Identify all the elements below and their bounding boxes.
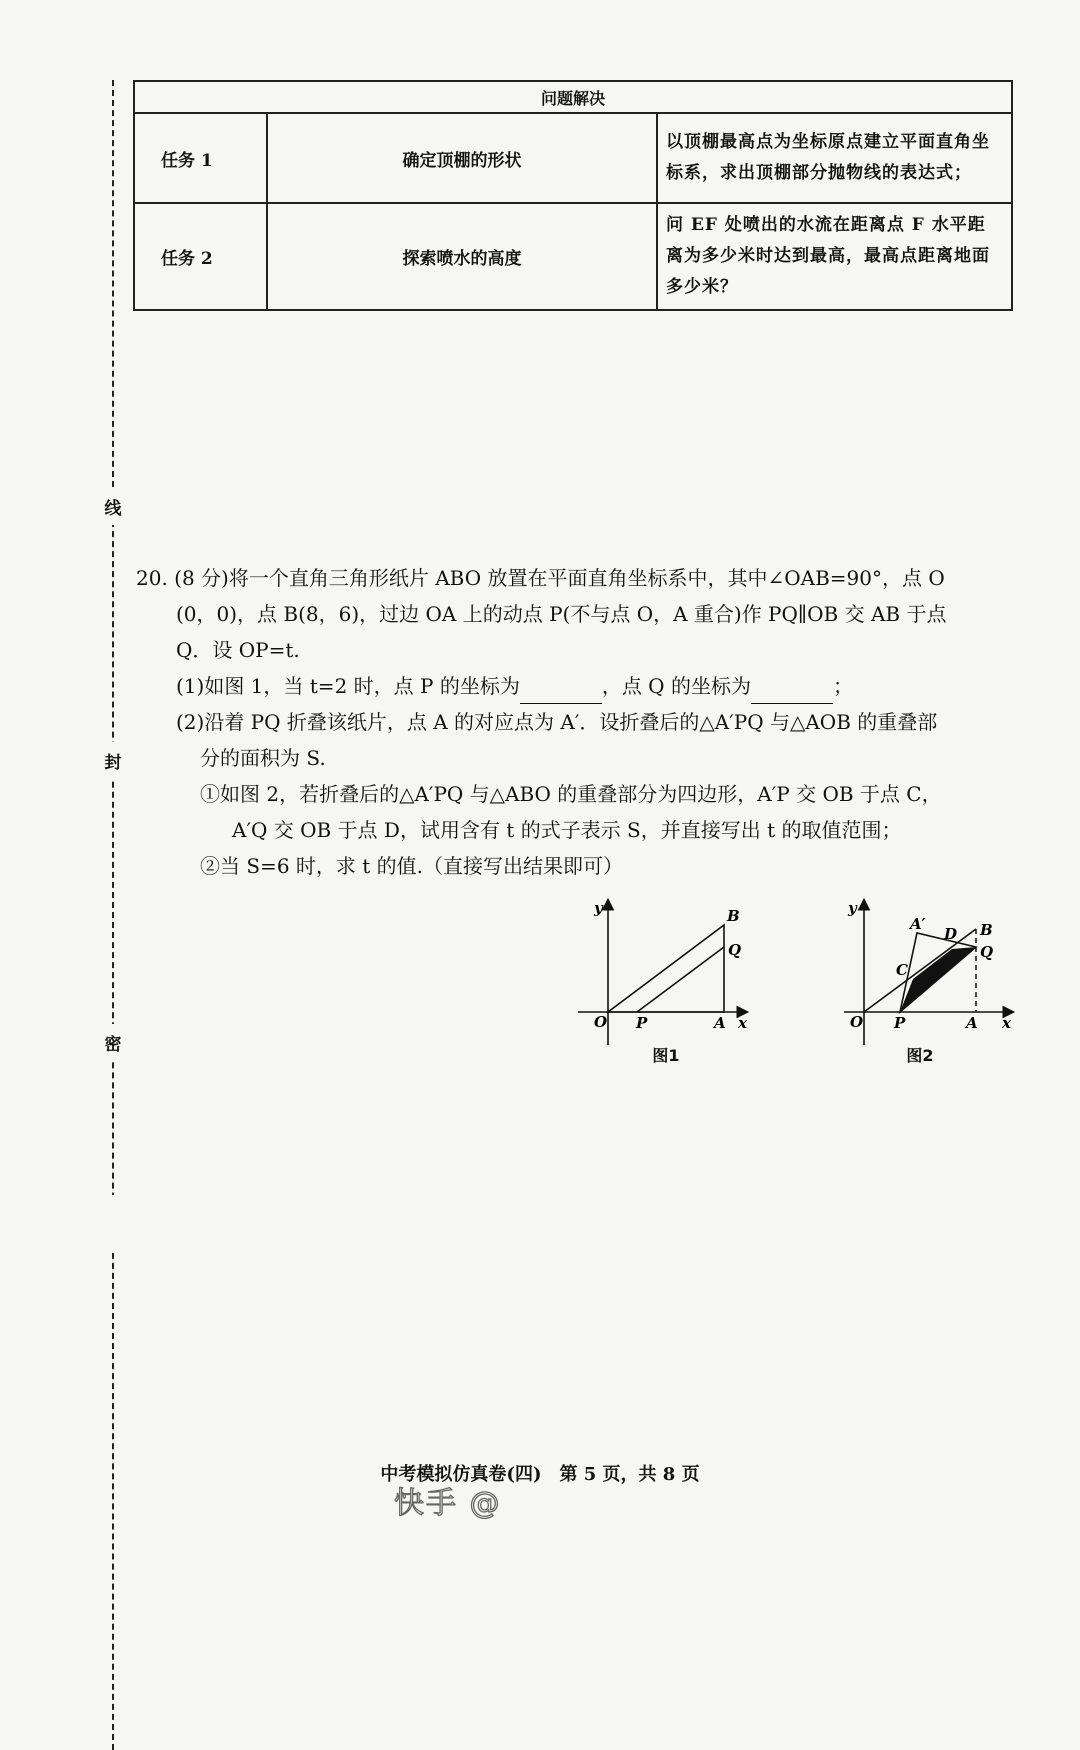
- table-row: [134, 203, 1012, 310]
- fig2-label-x: x: [1002, 1014, 1011, 1032]
- task-label: 任务 2: [134, 203, 267, 310]
- fig1-label-b: B: [727, 907, 740, 925]
- table-row: [134, 113, 1012, 203]
- fig2-label-d: D: [944, 925, 958, 943]
- fig2-label-b: B: [980, 921, 993, 939]
- table-header: 问题解决: [134, 81, 1012, 113]
- task-table: [133, 80, 1013, 311]
- margin-char-line: 线: [104, 488, 122, 525]
- q20-part-2-a: (2)沿着 PQ 折叠该纸片，点 A 的对应点为 A′．设折叠后的△A′PQ 与△AOB 的重叠部: [176, 710, 938, 734]
- task-content: 以顶棚最高点为坐标原点建立平面直角坐标系，求出顶棚部分抛物线的表达式；: [657, 113, 1012, 203]
- q20-line-1: [136, 560, 1016, 596]
- q20-stem-1: 将一个直角三角形纸片 ABO 放置在平面直角坐标系中，其中∠OAB=90°，点 O: [228, 566, 945, 590]
- answer-blank-q[interactable]: [751, 681, 833, 704]
- task-name: 探索喷水的高度: [267, 203, 657, 310]
- fig1-label-a: A: [714, 1014, 726, 1032]
- fig1-label-x: x: [738, 1014, 747, 1032]
- q20-part-1: [136, 668, 1016, 704]
- fig2-label-q: Q: [980, 943, 994, 961]
- figure-2: [836, 895, 1026, 1075]
- q20-score: (8 分): [174, 566, 229, 590]
- q20-stem-3: Q．设 OP=t.: [176, 638, 300, 662]
- part1-text-a: (1)如图 1，当 t=2 时，点 P 的坐标为: [176, 674, 520, 698]
- figure-2-diagram: [836, 895, 1026, 1045]
- fig2-label-c: C: [896, 961, 908, 979]
- task-label: 任务 1: [134, 113, 267, 203]
- q20-sub-2: ②当 S=6 时，求 t 的值.（直接写出结果即可）: [200, 854, 624, 878]
- q20-stem-2: (0，0)，点 B(8，6)，过边 OA 上的动点 P(不与点 O，A 重合)作 PQ∥OB 交 AB 于点: [176, 602, 947, 626]
- margin-gap: [104, 1195, 122, 1253]
- figure-1: [570, 895, 760, 1075]
- part1-text-b: ，点 Q 的坐标为: [601, 674, 751, 698]
- fig2-label-a-prime: A′: [910, 915, 926, 933]
- task-name: 确定顶棚的形状: [267, 113, 657, 203]
- q20-sub-1-b: A′Q 交 OB 于点 D，试用含有 t 的式子表示 S，并直接写出 t 的取值范围；: [232, 818, 902, 842]
- figure-1-caption: 图1: [652, 1046, 680, 1065]
- figure-2-caption: 图2: [906, 1046, 934, 1065]
- answer-blank-p[interactable]: [520, 681, 602, 704]
- q20-part-2-b: 分的面积为 S.: [200, 746, 326, 770]
- fig2-label-p: P: [894, 1014, 906, 1032]
- fig2-label-y: y: [848, 899, 857, 917]
- fig2-label-o: O: [850, 1013, 864, 1031]
- fig1-label-y: y: [594, 899, 603, 917]
- fig1-label-p: P: [636, 1014, 648, 1032]
- margin-char-secret: 密: [104, 1024, 122, 1061]
- fig1-label-o: O: [594, 1013, 608, 1031]
- q20-number: 20.: [136, 566, 168, 590]
- binding-dashed-line: [112, 80, 114, 1750]
- page-footer: 中考模拟仿真卷(四) 第 5 页，共 8 页: [380, 1464, 700, 1485]
- figure-1-diagram: [570, 895, 760, 1045]
- watermark: 快手 @: [394, 1486, 502, 1521]
- fig2-label-a: A: [966, 1014, 978, 1032]
- q20-sub-1-a: ①如图 2，若折叠后的△A′PQ 与△ABO 的重叠部分为四边形，A′P 交 OB 于点 C，: [200, 782, 942, 806]
- task-content: 问 EF 处喷出的水流在距离点 F 水平距离为多少米时达到最高，最高点距离地面多少米？: [657, 203, 1012, 310]
- margin-char-seal: 封: [104, 742, 122, 779]
- fig1-label-q: Q: [728, 941, 742, 959]
- question-20: [136, 560, 1016, 884]
- part1-text-c: ；: [832, 674, 853, 698]
